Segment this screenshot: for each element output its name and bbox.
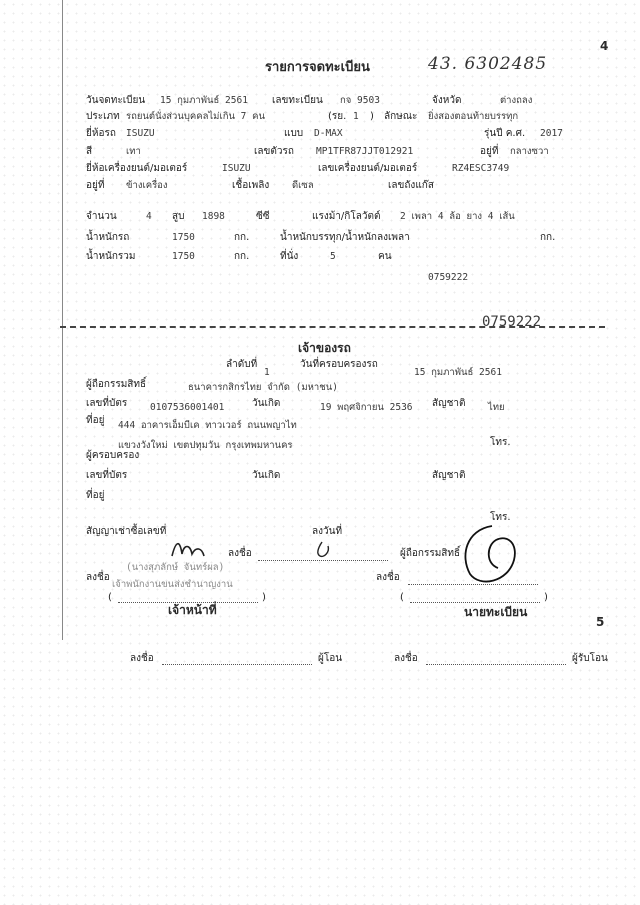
model-label: แบบ: [284, 128, 304, 139]
occupant-nationality-label: สัญชาติ: [432, 470, 466, 481]
officer-label: เจ้าหน้าที่: [168, 603, 217, 617]
holder-sign-label: ลงชื่อ: [228, 548, 252, 559]
load-label: น้ำหนักบรรทุก/น้ำหนักลงเพลา: [280, 232, 410, 243]
transferor-sign-line: [162, 664, 312, 665]
engine-no-label: เลขเครื่องยนต์/มอเตอร์: [318, 163, 418, 174]
engine-brand-label: ยี่ห้อเครื่องยนต์/มอเตอร์: [86, 163, 188, 174]
officer-name: (นางสุภลักษ์ จันทร์ผล): [126, 562, 225, 573]
rb-value: 1: [353, 111, 359, 122]
transferor-label: ผู้โอน: [318, 653, 343, 664]
occupant-label: ผู้ครอบครอง: [86, 450, 140, 461]
reg-no-value: กจ 9503: [340, 95, 380, 106]
person-label: คน: [378, 251, 392, 262]
document-title: รายการจดทะเบียน: [265, 60, 370, 75]
section-number: 5: [596, 615, 605, 629]
registrar-paren-open: (: [400, 592, 404, 603]
officer-signature: [168, 536, 208, 564]
address-line-1: 444 อาคารเอ็มบีเค ทาวเวอร์ ถนนพญาไท: [118, 420, 297, 431]
address-label: ที่อยู่: [86, 415, 105, 426]
holder-sign-line: [258, 560, 388, 561]
kg3-label: กก.: [234, 251, 250, 262]
possess-date-label: วันที่ครอบครองรถ: [300, 359, 378, 370]
axle-value: 2 เพลา 4 ล้อ ยาง 4 เส้น: [400, 211, 515, 222]
birth-value: 19 พฤศจิกายน 2536: [320, 402, 413, 413]
occupant-phone-label: โทร.: [490, 512, 511, 523]
transferee-sign-label: ลงชื่อ: [394, 653, 418, 664]
location-label: อยู่ที่: [480, 146, 499, 157]
reg-date-value: 15 กุมภาพันธ์ 2561: [160, 95, 248, 106]
occupant-id-label: เลขที่บัตร: [86, 470, 128, 481]
officer-sign-label: ลงชื่อ: [86, 572, 110, 583]
cyl-label: สูบ: [172, 211, 185, 222]
year-label: รุ่นปี ค.ศ.: [484, 128, 526, 139]
model-value: D-MAX: [314, 128, 343, 139]
officer-role: เจ้าพนักงานขนส่งชำนาญงาน: [112, 579, 233, 590]
reg-date-label: วันจดทะเบียน: [86, 95, 146, 106]
kg-label: กก.: [234, 232, 250, 243]
lease-contract-label: สัญญาเช่าซื้อเลขที่: [86, 526, 167, 537]
color-label: สี: [86, 146, 93, 157]
occupant-address-label: ที่อยู่: [86, 490, 105, 501]
total-weight-label: น้ำหนักรวม: [86, 251, 136, 262]
engine-loc-value: ข้างเครื่อง: [126, 180, 168, 191]
owner-section-title: เจ้าของรถ: [298, 341, 351, 355]
total-weight-value: 1750: [172, 251, 195, 262]
year-value: 2017: [540, 128, 563, 139]
form-serial: 0759222: [428, 272, 469, 283]
officer-paren-close: ): [262, 592, 266, 603]
cc-value: 1898: [202, 211, 225, 222]
province-label: จังหวัด: [432, 95, 462, 106]
color-value: เทา: [126, 146, 141, 157]
rb-label: (รย.: [328, 111, 347, 122]
birth-label: วันเกิด: [252, 398, 281, 409]
id-label: เลขที่บัตร: [86, 398, 128, 409]
fuel-value: ดีเซล: [292, 180, 314, 191]
holder-title-label: ผู้ถือกรรมสิทธิ์: [400, 548, 461, 559]
registrar-name-line: [410, 602, 540, 603]
handwritten-number: 43. 6302485: [428, 54, 548, 74]
fuel-label: เชื้อเพลิง: [232, 180, 270, 191]
tank-label: เลขถังแก๊ส: [388, 180, 434, 191]
registrar-sign-label: ลงชื่อ: [376, 572, 400, 583]
holder-value: ธนาคารกสิกรไทย จำกัด (มหาชน): [188, 382, 338, 393]
left-binding-line: [62, 0, 63, 640]
registrar-paren-close: ): [544, 592, 548, 603]
location-value: กลางซวา: [510, 146, 549, 157]
brand-label: ยี่ห้อรถ: [86, 128, 116, 139]
engine-no-value: RZ4ESC3749: [452, 163, 510, 174]
phone-label: โทร.: [490, 437, 511, 448]
nationality-label: สัญชาติ: [432, 398, 466, 409]
registrar-label: นายทะเบียน: [464, 605, 528, 619]
character-label: ลักษณะ: [384, 111, 418, 122]
weight-value: 1750: [172, 232, 195, 243]
weight-label: น้ำหนักรถ: [86, 232, 130, 243]
transferee-label: ผู้รับโอน: [572, 653, 608, 664]
chassis-value: MP1TFR87JJT012921: [316, 146, 414, 157]
qty-value: 4: [146, 211, 152, 222]
kg2-label: กก.: [540, 232, 556, 243]
registrar-sign-line: [408, 584, 538, 585]
holder-signature: [456, 520, 522, 590]
engine-loc-label: อยู่ที่: [86, 180, 105, 191]
holder-label: ผู้ถือกรรมสิทธิ์: [86, 379, 147, 390]
qty-label: จำนวน: [86, 211, 117, 222]
chassis-label: เลขตัวรถ: [254, 146, 294, 157]
type-label: ประเภท: [86, 111, 120, 122]
form-serial-cut: 0759222: [482, 314, 542, 330]
hp-label: แรงม้า/กิโลวัตต์: [312, 211, 381, 222]
type-value: รถยนต์นั่งส่วนบุคคลไม่เกิน 7 คน: [126, 111, 265, 122]
transferee-sign-line: [426, 664, 566, 665]
page-number: 4: [600, 39, 609, 53]
reg-no-label: เลขทะเบียน: [272, 95, 323, 106]
nationality-value: ไทย: [488, 402, 505, 413]
order-label: ลำดับที่: [226, 359, 258, 370]
lease-date-label: ลงวันที่: [312, 526, 343, 537]
order-value: 1: [264, 367, 270, 378]
character-value: ยิ่งสองตอนท้ายบรรทุก: [428, 111, 519, 122]
rb-close: ): [370, 111, 374, 122]
seats-label: ที่นั่ง: [280, 251, 299, 262]
seats-value: 5: [330, 251, 336, 262]
address-line-2: แขวงวังใหม่ เขตปทุมวัน กรุงเทพมหานคร: [118, 440, 293, 451]
transferor-sign-label: ลงชื่อ: [130, 653, 154, 664]
engine-brand-value: ISUZU: [222, 163, 251, 174]
date-mark: [312, 540, 336, 560]
officer-paren-open: (: [108, 592, 112, 603]
id-value: 0107536001401: [150, 402, 225, 413]
occupant-birth-label: วันเกิด: [252, 470, 281, 481]
brand-value: ISUZU: [126, 128, 155, 139]
possess-date-value: 15 กุมภาพันธ์ 2561: [414, 367, 502, 378]
province-value: ต่างถลง: [500, 95, 533, 106]
cc-label: ซีซี: [256, 211, 270, 222]
